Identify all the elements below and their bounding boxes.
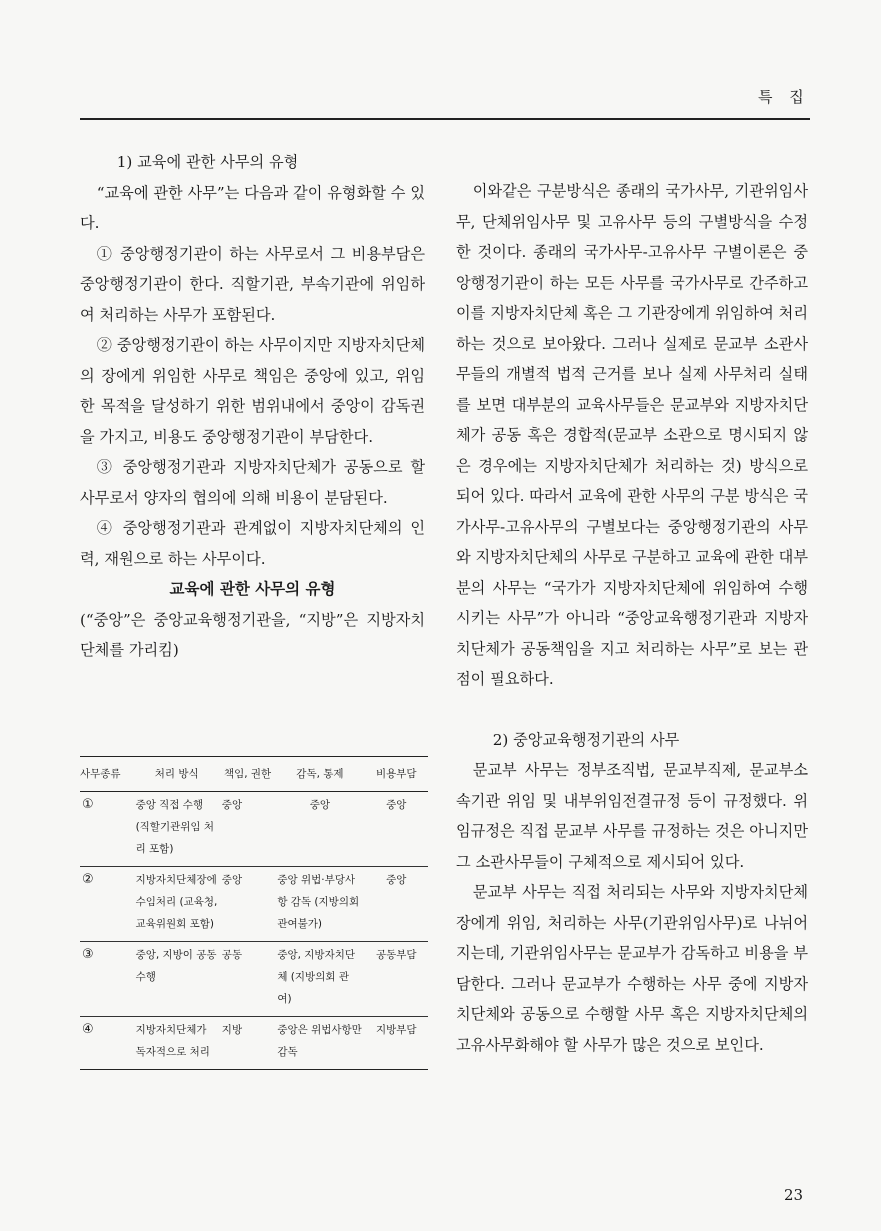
right-column (456, 176, 808, 1060)
table-caption-title: 교육에 관한 사무의 유형 (169, 580, 336, 598)
column-header: 사무종류 (80, 757, 134, 792)
table-header-row (80, 757, 428, 792)
table-cell: 중앙은 위법사항만 감독 (275, 1017, 364, 1070)
table-row (80, 1017, 428, 1070)
section-header: 특 집 (758, 88, 810, 106)
column-header: 감독, 통제 (275, 757, 364, 792)
table-cell: ③ (80, 942, 134, 1017)
section-heading-1: 1) 교육에 관한 사무의 유형 (116, 153, 299, 171)
table-cell: ④ (80, 1017, 134, 1070)
paragraph: 이와같은 구분방식은 종래의 국가사무, 기관위임사무, 단체위임사무 및 고유사무 등의 구별방식을 수정한 것이다. 종래의 국가사무-고유사무 구별이론은 중앙행정기관이 하는 모든 사무를 국가사무로 간주하고 이를 지방자치단체 혹은 그 기관장에게 위임하여 처리하는 것으로 보아왔다. 그러나 실제로 문교부 소관사무들의 개별적 법적 근거를 보나 실제 사무처리 실태를 보면 대부분의 교육사무들은 문교부와 지방자치단체가 공동 혹은 경합적(문교부 소관으로 명시되지 않은 경우에는 지방자치단체가 처리하는 것) 방식으로 되어 있다. 따라서 교육에 관한 사무의 구분 방식은 국가사무-고유사무의 구별보다는 중앙행정기관의 사무와 지방자치단체의 사무로 구분하고 교육에 관한 대부분의 사무는 “국가가 지방자치단체에 위임하여 수행시키는 사무”가 아니라 “중앙교육행정기관과 지방자치단체가 공동책임을 지고 처리하는 사무”로 보는 관점이 필요하다. (456, 182, 808, 688)
table-row (80, 867, 428, 942)
affairs-type-table (80, 756, 428, 1070)
table-cell: 지방부담 (365, 1017, 428, 1070)
table-cell: 중앙 위법·부당사항 감독 (지방의회 관여불가) (275, 867, 364, 942)
paragraph: 문교부 사무는 직접 처리되는 사무와 지방자치단체장에게 위임, 처리하는 사무(기관위임사무)로 나뉘어지는데, 기관위임사무는 문교부가 감독하고 비용을 부담한다. 그러나 문교부가 수행하는 사무 중에 지방자치단체와 공동으로 수행할 사무 혹은 지방자치단체의 고유사무화해야 할 사무가 많은 것으로 보인다. (456, 883, 808, 1054)
paragraph: ④ 중앙행정기관과 관계없이 지방자치단체의 인력, 재원으로 하는 사무이다. (80, 519, 425, 568)
paragraph: 문교부 사무는 정부조직법, 문교부직제, 문교부소속기관 위임 및 내부위임전결규정 등이 규정했다. 위임규정은 직접 문교부 사무를 규정하는 것은 아니지만 그 소관사무들이 구체적으로 제시되어 있다. (456, 761, 808, 871)
column-header: 책임, 권한 (220, 757, 276, 792)
paragraph: ② 중앙행정기관이 하는 사무이지만 지방자치단체의 장에게 위임한 사무로 책임은 중앙에 있고, 위임한 목적을 달성하기 위한 범위내에서 중앙이 감독권을 가지고, 비용도 중앙행정기관이 부담한다. (80, 336, 425, 446)
column-header: 처리 방식 (134, 757, 220, 792)
table-row (80, 792, 428, 867)
table-cell: 중앙, 지방이 공동수행 (134, 942, 220, 1017)
table-cell: 공동 (220, 942, 276, 1017)
table-cell: 중앙 직접 수행 (직할기관위임 처리 포함) (134, 792, 220, 867)
table-cell: 중앙 (365, 792, 428, 867)
left-column (80, 147, 425, 666)
paragraph: “교육에 관한 사무”는 다음과 같이 유형화할 수 있다. (80, 183, 425, 232)
header-rule (80, 118, 810, 120)
section-heading-2: 2) 중앙교육행정기관의 사무 (492, 730, 680, 749)
table-cell: ② (80, 867, 134, 942)
table-caption-note: (“중앙”은 중앙교육행정기관을, “지방”은 지방자치단체를 가리킴) (80, 610, 425, 659)
table-cell: ① (80, 792, 134, 867)
table-cell: 중앙 (220, 867, 276, 942)
table-cell: 공동부담 (365, 942, 428, 1017)
column-header: 비용부담 (365, 757, 428, 792)
paragraph: ③ 중앙행정기관과 지방자치단체가 공동으로 할 사무로서 양자의 협의에 의해 비용이 분담된다. (80, 458, 425, 507)
page-number: 23 (784, 1186, 804, 1204)
table-cell: 중앙, 지방자치단체 (지방의회 관여) (275, 942, 364, 1017)
paragraph: ① 중앙행정기관이 하는 사무로서 그 비용부담은 중앙행정기관이 한다. 직할기관, 부속기관에 위임하여 처리하는 사무가 포함된다. (80, 244, 425, 324)
table-cell: 중앙 (220, 792, 276, 867)
table-cell: 중앙 (275, 792, 364, 867)
table-cell: 지방자치단체가 독자적으로 처리 (134, 1017, 220, 1070)
table-cell: 지방자치단체장에 수임처리 (교육청, 교육위원회 포함) (134, 867, 220, 942)
table-cell: 중앙 (365, 867, 428, 942)
table-row (80, 942, 428, 1017)
table-cell: 지방 (220, 1017, 276, 1070)
